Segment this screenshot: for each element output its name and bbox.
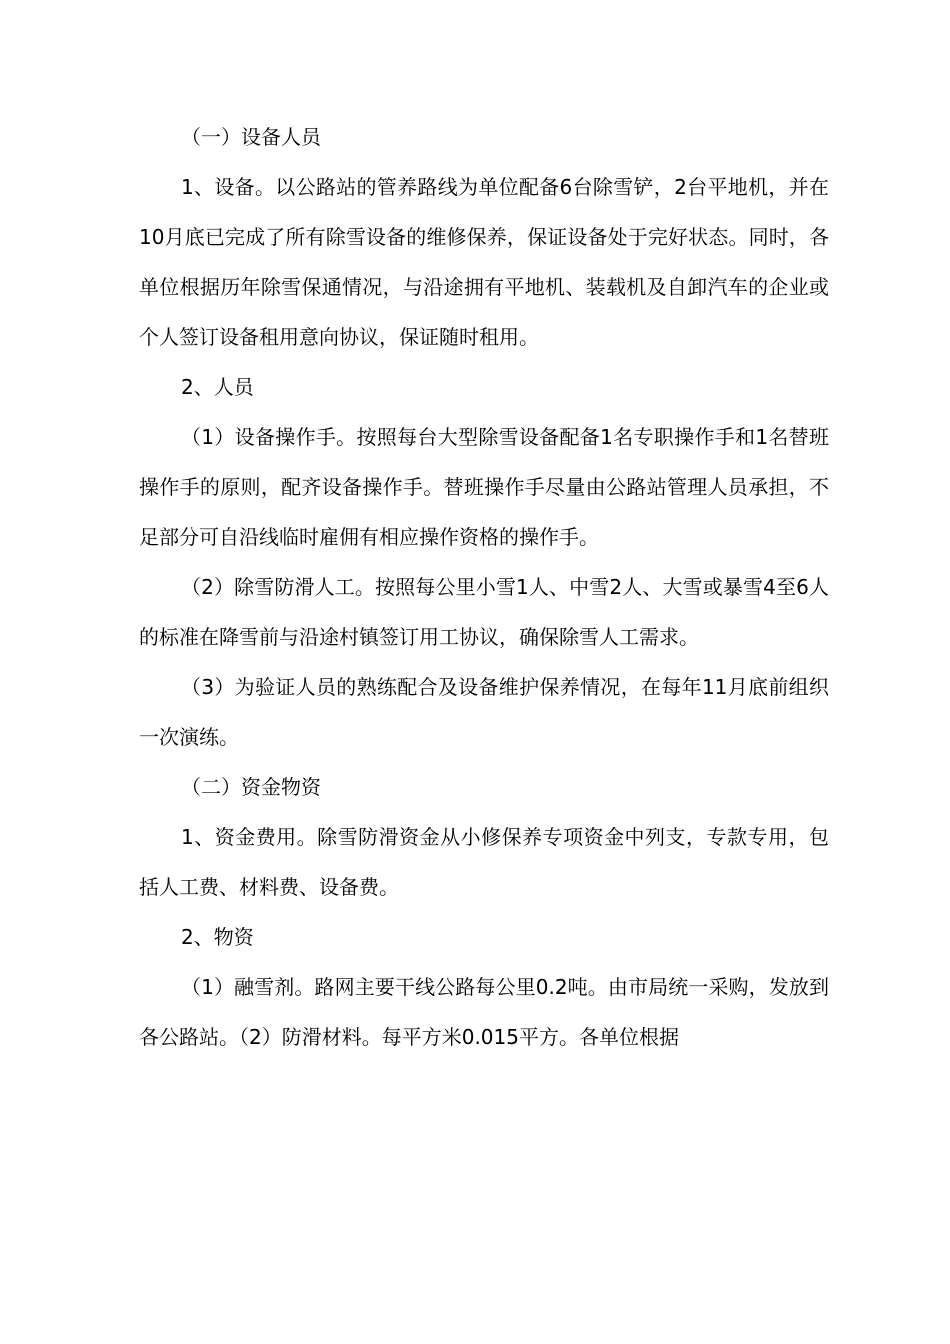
paragraph-funds: 1、资金费用。除雪防滑资金从小修保养专项资金中列支，专款专用，包括人工费、材料费、设备费。 [139,825,829,899]
document-body [139,112,829,1062]
paragraph-operators: （1）设备操作手。按照每台大型除雪设备配备1名专职操作手和1名替班操作手的原则，配齐设备操作手。替班操作手尽量由公路站管理人员承担，不足部分可自沿线临时雇佣有相应操作资格的操作手。 [139,425,829,549]
section-heading-equipment-personnel: （一）设备人员 [181,125,321,149]
section-heading-funds-materials: （二）资金物资 [181,775,321,799]
paragraph-materials: （1）融雪剂。路网主要干线公路每公里0.2吨。由市局统一采购，发放到各公路站。（2）防滑材料。每平方米0.015平方。各单位根据 [139,975,829,1049]
paragraph-drill: （3）为验证人员的熟练配合及设备维护保养情况，在每年11月底前组织一次演练。 [139,675,829,749]
paragraph-snow-labor: （2）除雪防滑人工。按照每公里小雪1人、中雪2人、大雪或暴雪4至6人的标准在降雪前与沿途村镇签订用工协议，确保除雪人工需求。 [139,575,829,649]
paragraph-equipment: 1、设备。以公路站的管养路线为单位配备6台除雪铲，2台平地机，并在10月底已完成了所有除雪设备的维修保养，保证设备处于完好状态。同时，各单位根据历年除雪保通情况，与沿途拥有平地机、装载机及自卸汽车的企业或个人签订设备租用意向协议，保证随时租用。 [139,175,829,349]
subheading-personnel: 2、人员 [181,375,254,399]
subheading-materials: 2、物资 [181,925,254,949]
